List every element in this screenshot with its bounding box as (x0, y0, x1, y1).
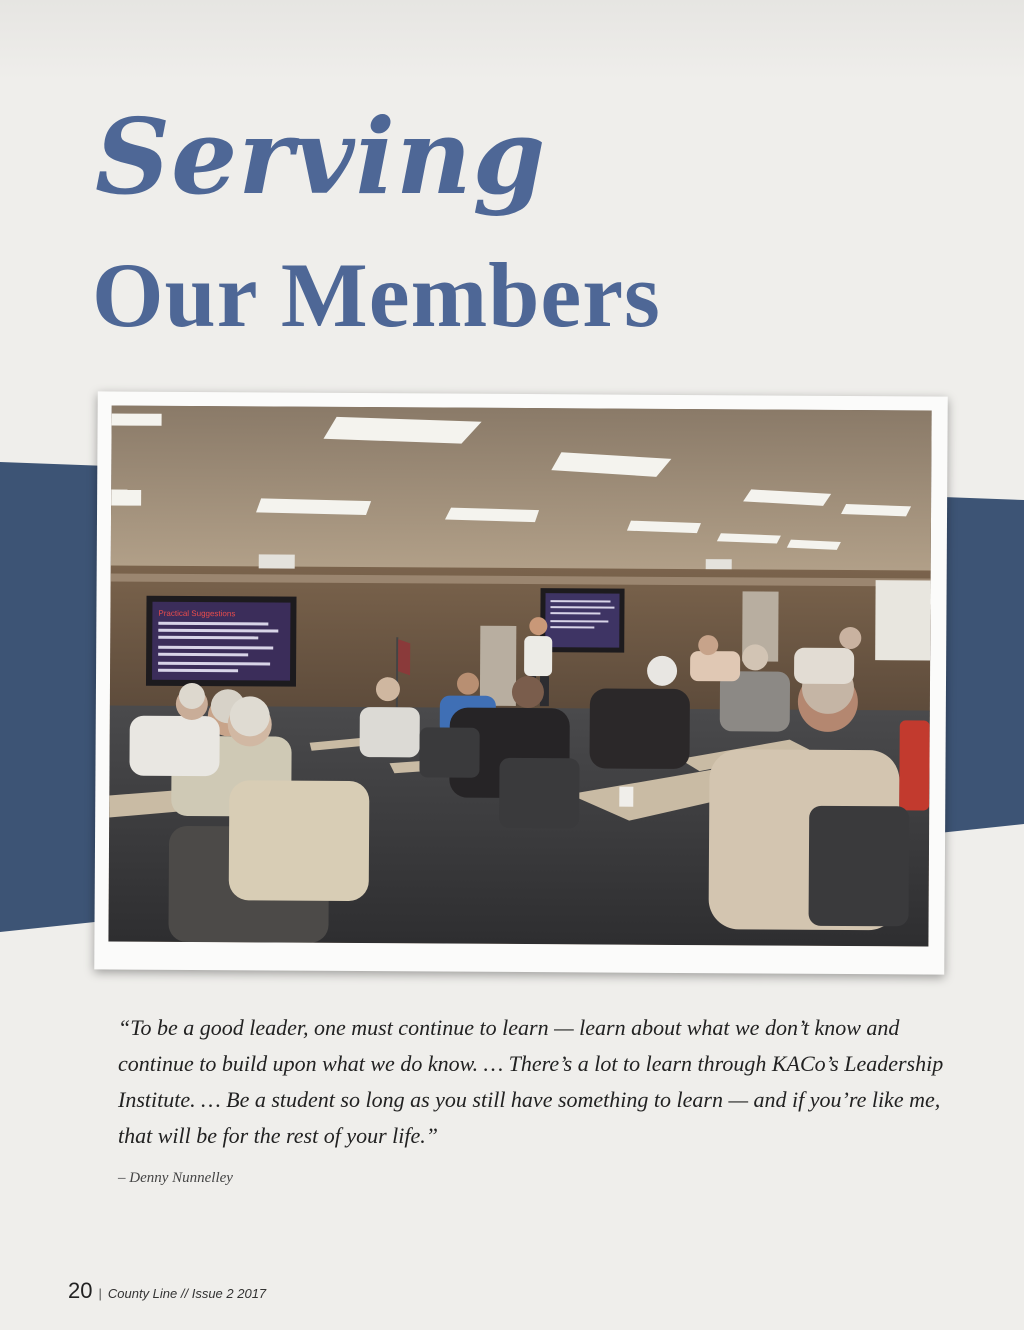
classroom-illustration (108, 405, 931, 946)
title-script-line: Serving (95, 95, 547, 218)
slide-heading: Practical Suggestions (158, 608, 236, 619)
title-main-line: Our Members (92, 244, 661, 346)
classroom-photo (108, 405, 931, 946)
page-number: 20 (68, 1278, 93, 1303)
photo-frame (94, 391, 948, 974)
top-background-band (0, 0, 1024, 80)
quote-attribution: – Denny Nunnelley (118, 1170, 233, 1186)
page-footer (68, 1278, 266, 1304)
publication-info: County Line // Issue 2 2017 (107, 1286, 267, 1301)
footer-separator: | (98, 1286, 102, 1301)
pull-quote: “To be a good leader, one must continue to learn — learn about what we don’t know and continue to build upon what we do know. … There’s a lot to learn through KACo’s Leadership Institute. … Be a student so long as you still have something to learn — and if you’re like me, that will be for the rest of your life.” (118, 1015, 944, 1148)
